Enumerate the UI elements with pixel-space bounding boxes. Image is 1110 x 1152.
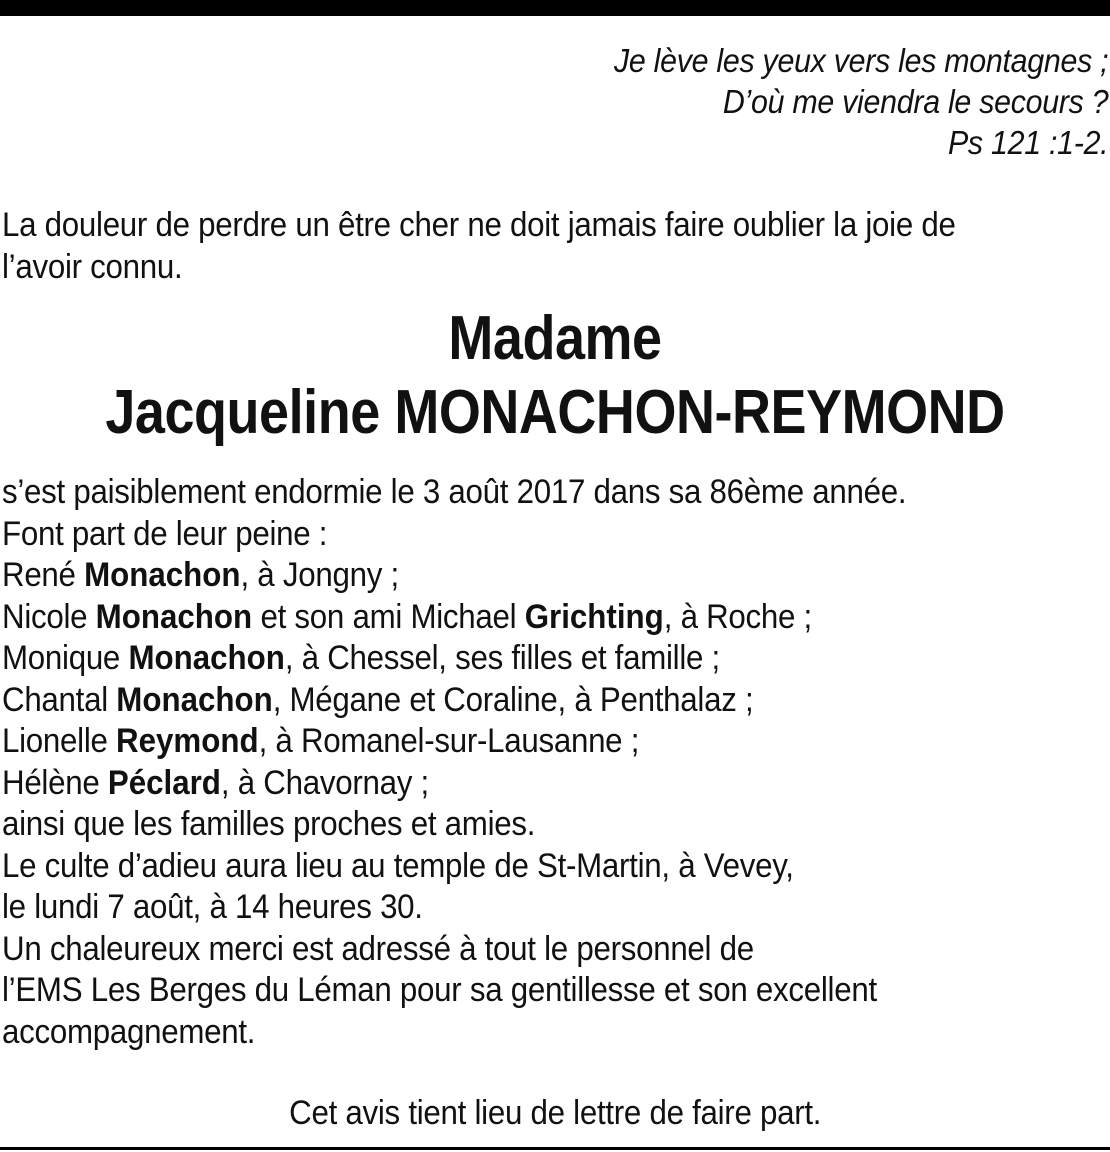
mourner-first-name: Chantal — [2, 680, 117, 719]
deceased-heading — [0, 302, 1110, 450]
mourner-surname: Monachon — [128, 639, 285, 677]
mourner-surname: Reymond — [116, 722, 259, 760]
psalm-verse — [614, 40, 1108, 163]
mourner-line — [2, 721, 906, 763]
mourner-first-name: Monique — [2, 639, 129, 677]
mourner-location: , à Romanel-sur-Lausanne ; — [258, 722, 640, 760]
footer-note — [0, 1092, 1110, 1134]
thanks-line-1: Un chaleureux merci est adressé à tout le personnel de — [2, 929, 754, 968]
intro-line-1: La douleur de perdre un être cher ne doit jamais faire oublier la joie de — [2, 206, 956, 244]
passing-statement: s’est paisiblement endormie le 3 août 2017 dans sa 86ème année. — [2, 473, 907, 511]
intro-quote — [2, 204, 1060, 288]
mourner-first-name: Hélène — [2, 763, 108, 802]
mourner-surname-2: Grichting — [524, 597, 664, 636]
verse-line-1: Je lève les yeux vers les montagnes ; — [613, 42, 1108, 79]
deceased-title: Madame — [448, 304, 662, 373]
mourner-location: , Mégane et Coraline, à Penthalaz ; — [272, 680, 754, 719]
mourner-line — [2, 555, 906, 597]
mourner-first-name: Lionelle — [2, 722, 117, 760]
footer-note-text: Cet avis tient lieu de lettre de faire part. — [288, 1094, 822, 1132]
thanks-line-2: l’EMS Les Berges du Léman pour sa gentillesse et son excellent — [2, 971, 877, 1009]
top-border-rule — [0, 0, 1110, 16]
mourner-line — [2, 638, 906, 680]
mourner-line — [2, 680, 906, 722]
mourner-line — [2, 763, 906, 805]
verse-reference: Ps 121 :1-2. — [947, 124, 1108, 161]
mourner-location: , à Chessel, ses filles et famille ; — [284, 639, 720, 677]
mourner-surname: Péclard — [107, 763, 221, 802]
mourner-location: , à Jongny ; — [240, 556, 399, 594]
mourner-location: , à Chavornay ; — [220, 763, 429, 802]
announcement-body — [2, 472, 906, 1053]
mourners-intro: Font part de leur peine : — [2, 514, 328, 553]
mourner-surname: Monachon — [95, 597, 253, 636]
bottom-border-rule — [0, 1147, 1110, 1150]
thanks-line-3: accompagnement. — [2, 1012, 256, 1051]
verse-line-2: D’où me viendra le secours ? — [722, 83, 1108, 120]
mourner-companion: et son ami Michael — [252, 597, 525, 636]
families-line: ainsi que les familles proches et amies. — [2, 805, 536, 843]
ceremony-line-2: le lundi 7 août, à 14 heures 30. — [2, 888, 423, 926]
mourner-location: , à Roche ; — [663, 597, 812, 636]
mourner-first-name: René — [2, 556, 85, 594]
ceremony-line-1: Le culte d’adieu aura lieu au temple de St-Martin, à Vevey, — [2, 846, 794, 885]
mourner-surname: Monachon — [116, 680, 273, 719]
mourner-surname: Monachon — [84, 556, 241, 594]
mourner-first-name: Nicole — [2, 597, 96, 636]
deceased-name: Jacqueline MONACHON-REYMOND — [105, 378, 1005, 447]
mourner-line — [2, 597, 906, 639]
intro-line-2: l’avoir connu. — [2, 248, 183, 286]
